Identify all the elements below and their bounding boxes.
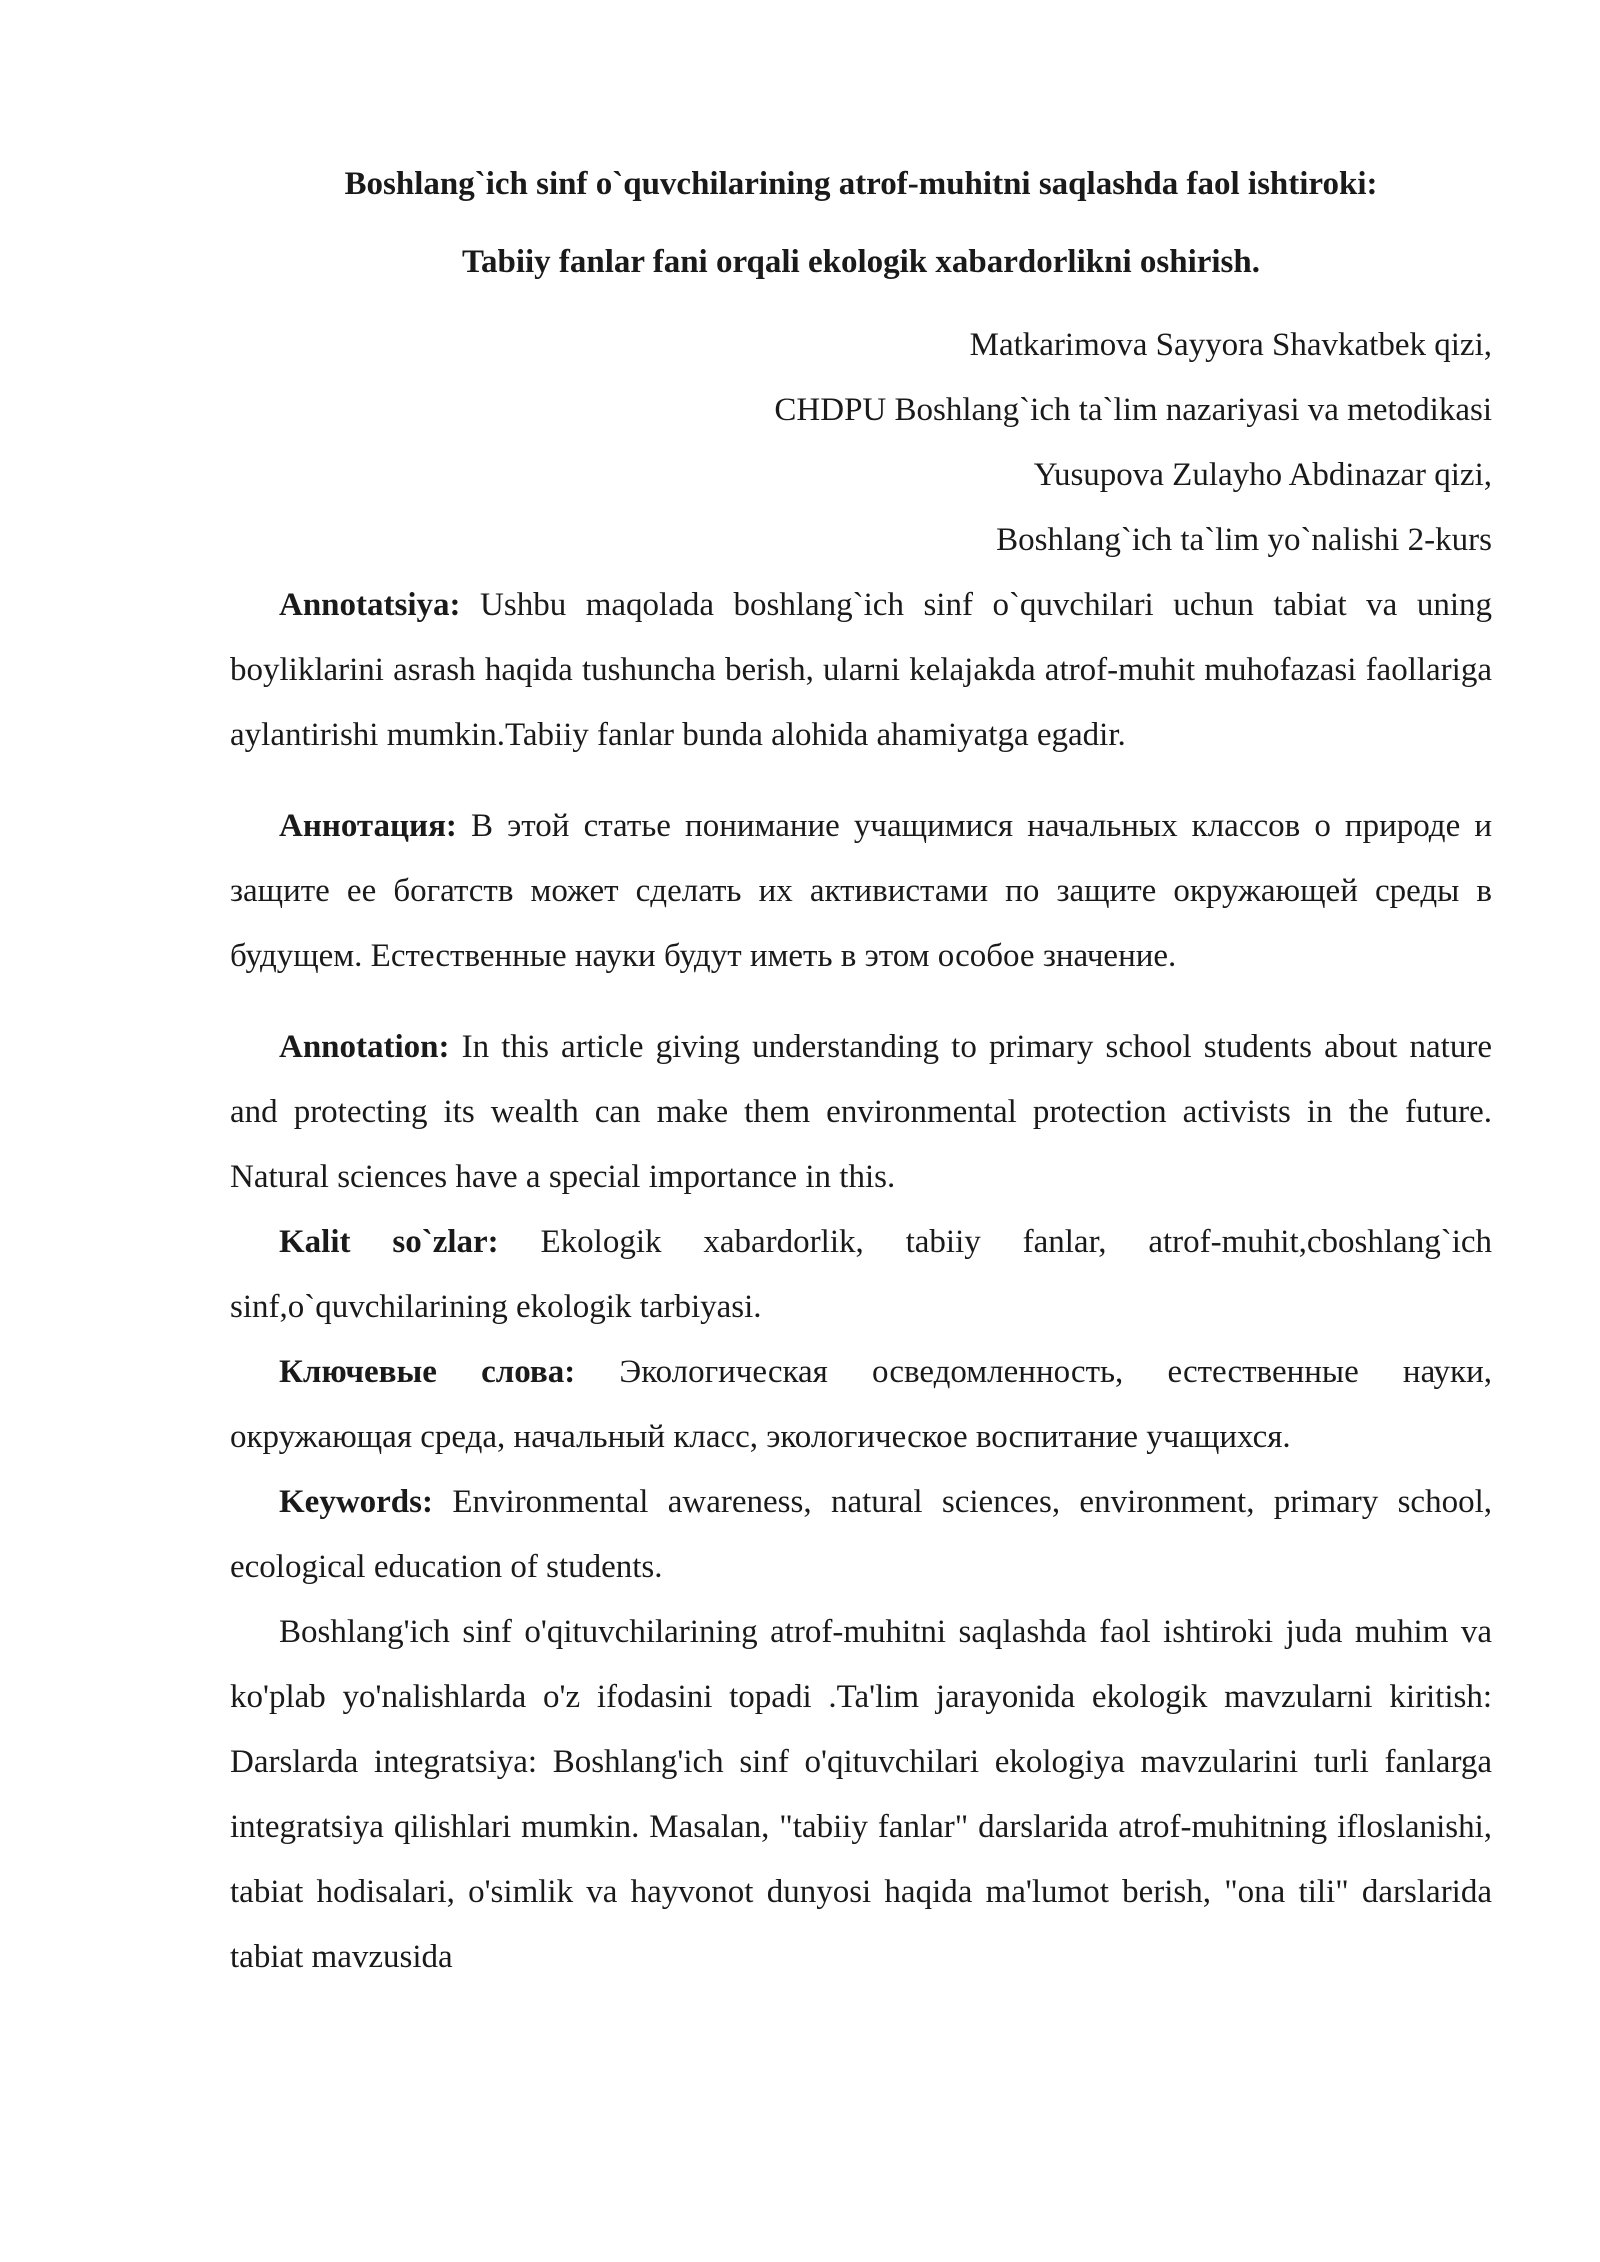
body-paragraph-1: Boshlang'ich sinf o'qituvchilarining atrof-muhitni saqlashda faol ishtiroki juda muhim va ko'plab yo'nalishlarda o'z ifodasini topadi .Ta'lim jarayonida ekologik mavzularni kiritish: Darslarda integratsiya: Boshlang'ich sinf o'qituvchilari ekologiya mavzularini turli fanlarga integratsiya qilishlari mumkin. Masalan, "tabiiy fanlar" darslarida atrof-muhitning ifloslanishi, tabiat hodisalari, o'simlik va hayvonot dunyosi haqida ma'lumot berish, "ona tili" darslarida tabiat mavzusida xyxy=(230,1614,1492,1975)
keywords-ru-label: Ключевые слова: xyxy=(279,1354,576,1390)
annotation-ru xyxy=(230,794,1492,989)
annotation-uz-label: Annotatsiya: xyxy=(279,587,461,623)
keywords-en-text: Environmental awareness, natural sciences, environment, primary school, ecological education of students. xyxy=(230,1484,1492,1585)
annotation-uz xyxy=(230,573,1492,768)
author-line-2: CHDPU Boshlang`ich ta`lim nazariyasi va metodikasi xyxy=(774,392,1492,428)
author-line-4: Boshlang`ich ta`lim yo`nalishi 2-kurs xyxy=(996,522,1492,558)
author-block xyxy=(230,313,1492,573)
keywords-ru xyxy=(230,1340,1492,1470)
annotation-en xyxy=(230,1015,1492,1210)
document-page xyxy=(230,145,1492,1990)
annotation-ru-text: В этой статье понимание учащимися начальных классов о природе и защите ее богатств может сделать их активистами по защите окружающей среды в будущем. Естественные науки будут иметь в этом особое значение. xyxy=(230,808,1492,974)
annotation-en-label: Annotation: xyxy=(279,1029,450,1065)
keywords-en xyxy=(230,1470,1492,1600)
keywords-uz xyxy=(230,1210,1492,1340)
keywords-ru-text: Экологическая осведомленность, естественные науки, окружающая среда, начальный класс, экологическое воспитание учащихся. xyxy=(230,1354,1492,1455)
annotation-en-text: In this article giving understanding to primary school students about nature and protecting its wealth can make them environmental protection activists in the future. Natural sciences have a special importance in this. xyxy=(230,1029,1492,1195)
author-line-3: Yusupova Zulayho Abdinazar qizi, xyxy=(1033,457,1492,493)
keywords-en-label: Keywords: xyxy=(279,1484,433,1520)
author-line-1: Matkarimova Sayyora Shavkatbek qizi, xyxy=(969,327,1492,363)
annotation-uz-text: Ushbu maqolada boshlang`ich sinf o`quvchilari uchun tabiat va uning boyliklarini asrash haqida tushuncha berish, ularni kelajakda atrof-muhit muhofazasi faollariga aylantirishi mumkin.Tabiiy fanlar bunda alohida ahamiyatga egadir. xyxy=(230,587,1492,753)
article-title xyxy=(230,145,1492,301)
keywords-uz-label: Kalit so`zlar: xyxy=(279,1224,499,1260)
title-line-2: Tabiiy fanlar fani orqali ekologik xabardorlikni oshirish. xyxy=(461,244,1260,280)
keywords-uz-text: Ekologik xabardorlik, tabiiy fanlar, atrof-muhit,cboshlang`ich sinf,o`quvchilarining ekologik tarbiyasi. xyxy=(230,1224,1493,1325)
annotation-ru-label: Аннотация: xyxy=(279,808,457,844)
title-line-1: Boshlang`ich sinf o`quvchilarining atrof-muhitni saqlashda faol ishtiroki: xyxy=(344,166,1378,202)
